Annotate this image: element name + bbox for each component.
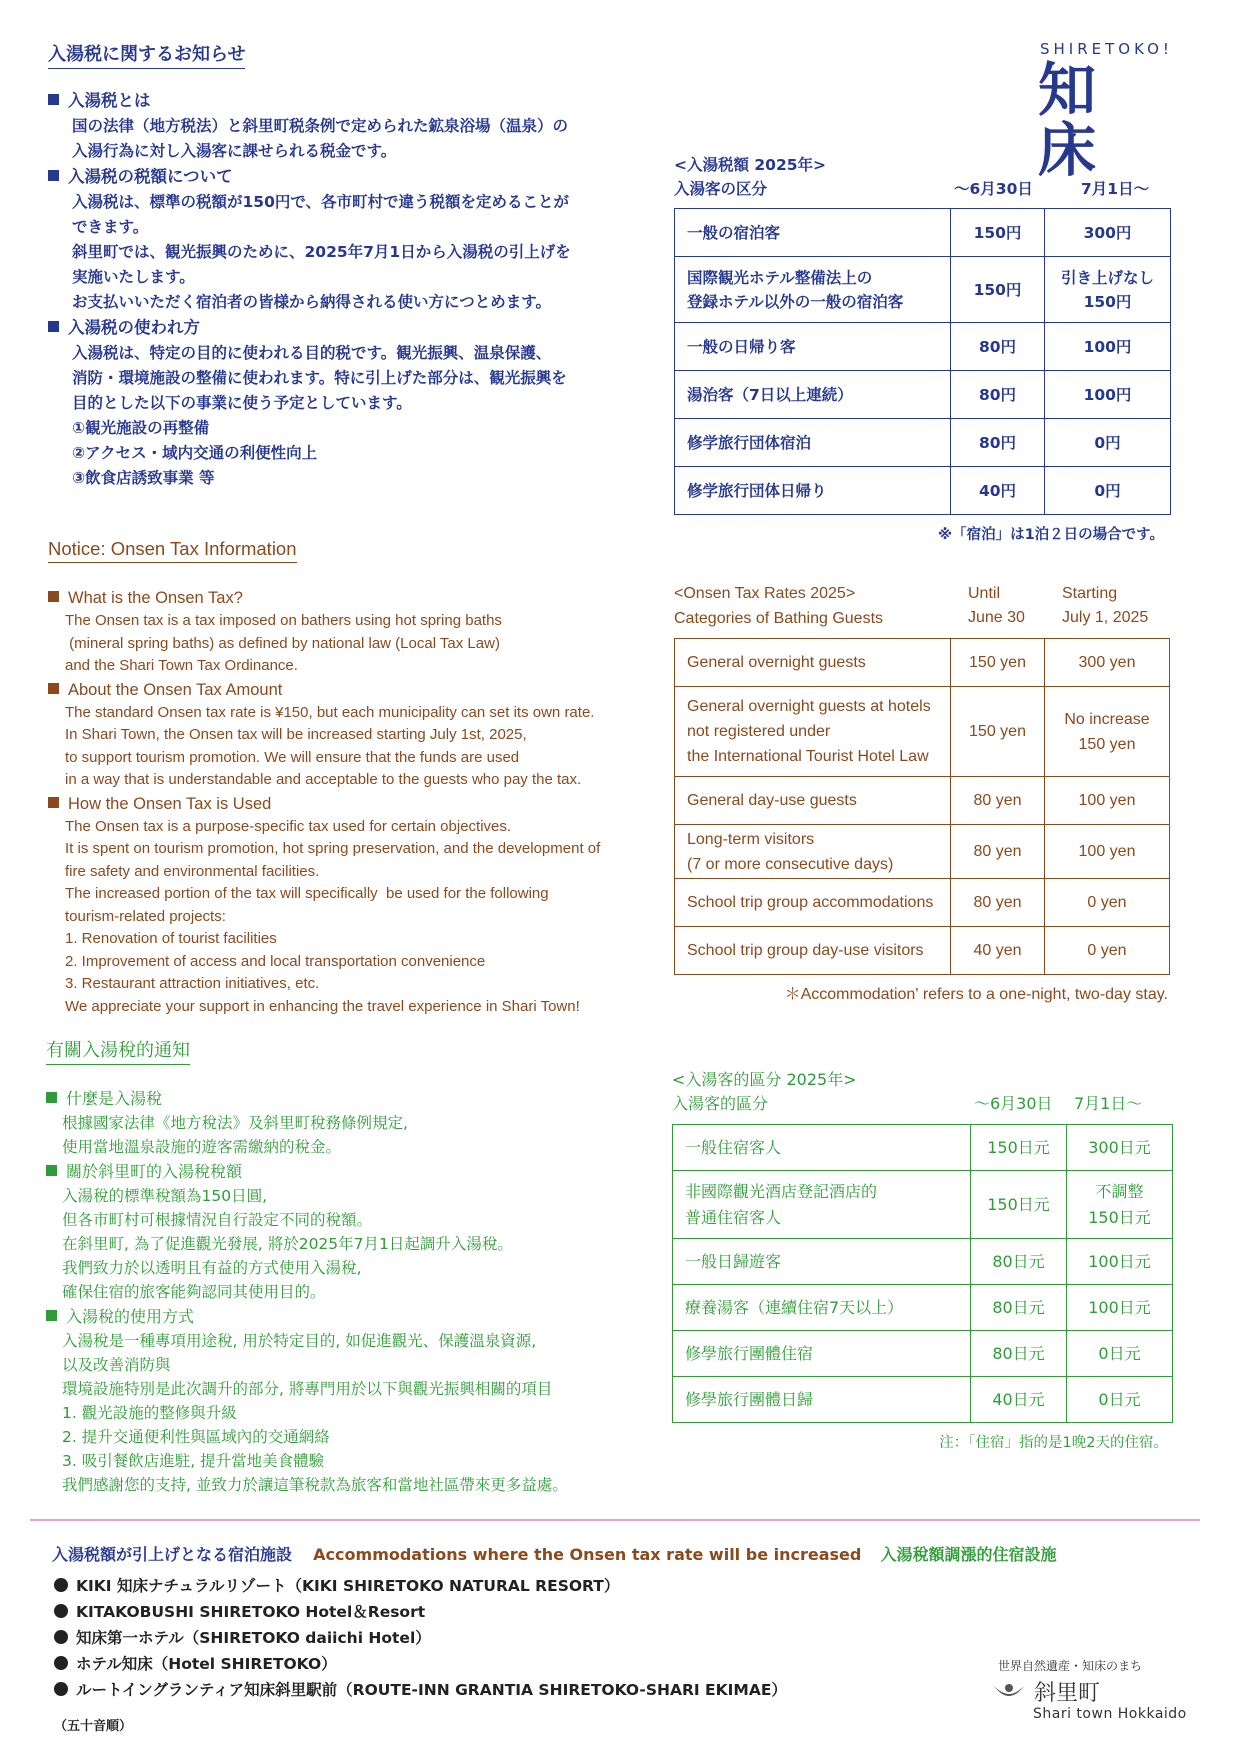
zh-rate-table-body bbox=[673, 1125, 1173, 1423]
table-row bbox=[673, 1377, 1173, 1423]
square-bullet-icon bbox=[46, 1165, 57, 1176]
zh-heading-2: 關於斜里町的入湯稅稅額 bbox=[46, 1159, 676, 1184]
jp-heading-3: 入湯税の使われ方 bbox=[48, 315, 668, 341]
zh-paragraph-3: 入湯稅是一種專項用途稅, 用於特定目的, 如促進觀光、保護溫泉資源, 以及改善消防與 環境設施特別是此次調升的部分, 將專門用於以下與觀光振興相關的項目 1. 觀光設施的整修與升級 2. 提升交通便利性與區域內的交通網絡 3. 吸引餐飲店進駐, 提升當地美食體驗 我們感謝您的支持, 並致力於讓這筆稅款為旅客和當地社區帶來更多益處。 bbox=[62, 1332, 568, 1494]
rate-from-cell: 100 yen bbox=[1045, 777, 1170, 825]
category-cell: 一般の日帰り客 bbox=[675, 323, 951, 371]
rate-from-cell: 不調整 150日元 bbox=[1067, 1171, 1173, 1239]
table-row bbox=[675, 209, 1171, 257]
square-bullet-icon bbox=[46, 1092, 57, 1103]
jp-rate-block bbox=[674, 153, 1174, 544]
rate-from-cell: 100日元 bbox=[1067, 1285, 1173, 1331]
jp-title: 入湯税に関するお知らせ bbox=[48, 44, 245, 69]
list-item: ルートイングランティア知床斜里駅前（ROUTE-INN GRANTIA SHIRETOKO-SHARI EKIMAE） bbox=[54, 1677, 787, 1703]
jp-paragraph-1: 国の法律（地方税法）と斜里町税条例で定められた鉱泉浴場（温泉）の 入湯行為に対し入湯客に課せられる税金です。 bbox=[72, 117, 569, 160]
rate-until-cell: 150 yen bbox=[951, 639, 1045, 687]
zh-rate-table bbox=[672, 1124, 1173, 1423]
en-paragraph-1: The Onsen tax is a tax imposed on bathers using hot spring baths (mineral spring baths) as defined by national law (Local Tax Law) and the Shari Town Tax Ordinance. bbox=[65, 612, 502, 674]
rate-from-cell: 0 yen bbox=[1045, 927, 1170, 975]
category-cell: 修学旅行団体日帰り bbox=[675, 467, 951, 515]
jp-paragraph-2: 入湯税は、標準の税額が150円で、各市町村で違う税額を定めることが できます。 斜里町では、観光振興のために、2025年7月1日から入湯税の引上げを 実施いたします。 お支払いいただく宿泊者の皆様から納得される使い方につとめます。 bbox=[72, 193, 571, 311]
rate-until-cell: 150 yen bbox=[951, 687, 1045, 777]
acc-title-zh: 入湯稅額調漲的住宿設施 bbox=[880, 1545, 1057, 1564]
category-cell: 一般の宿泊客 bbox=[675, 209, 951, 257]
rate-until-cell: 150円 bbox=[951, 209, 1045, 257]
bullet-icon bbox=[54, 1604, 68, 1618]
en-notice bbox=[48, 538, 668, 1018]
footer-town-en: Shari town Hokkaido bbox=[1033, 1706, 1187, 1722]
square-bullet-icon bbox=[48, 683, 59, 694]
table-row bbox=[675, 371, 1171, 419]
rate-from-cell: 100円 bbox=[1045, 323, 1171, 371]
table-row bbox=[675, 825, 1170, 879]
rate-from-cell: 0円 bbox=[1045, 467, 1171, 515]
category-cell: 湯治客（7日以上連続） bbox=[675, 371, 951, 419]
zh-category-header: 入湯客的區分 bbox=[672, 1094, 769, 1113]
accommodation-list bbox=[54, 1573, 787, 1734]
acc-title-en: Accommodations where the Onsen tax rate will be increased bbox=[313, 1545, 862, 1564]
rate-until-cell: 40日元 bbox=[971, 1377, 1067, 1423]
rate-from-cell: 300 yen bbox=[1045, 639, 1170, 687]
zh-table-title: <入湯客的區分 2025年> bbox=[672, 1070, 857, 1089]
bullet-icon bbox=[54, 1578, 68, 1592]
bullet-icon bbox=[54, 1630, 68, 1644]
rate-from-cell: 0日元 bbox=[1067, 1331, 1173, 1377]
zh-notice bbox=[46, 1036, 676, 1497]
order-note: （五十音順） bbox=[54, 1719, 133, 1734]
rate-from-cell: 300円 bbox=[1045, 209, 1171, 257]
table-row bbox=[675, 323, 1171, 371]
table-row bbox=[673, 1125, 1173, 1171]
rate-from-cell: 100 yen bbox=[1045, 825, 1170, 879]
table-row bbox=[675, 879, 1170, 927]
rate-from-cell: 100円 bbox=[1045, 371, 1171, 419]
footer-town-jp: 斜里町 bbox=[1034, 1681, 1101, 1706]
list-item: KIKI 知床ナチュラルリゾート（KIKI SHIRETOKO NATURAL RESORT） bbox=[54, 1573, 787, 1599]
table-row bbox=[673, 1331, 1173, 1377]
category-cell: General overnight guests at hotels not registered under the International Tourist Hotel Law bbox=[675, 687, 951, 777]
zh-title: 有關入湯稅的通知 bbox=[46, 1040, 190, 1065]
category-cell: School trip group accommodations bbox=[675, 879, 951, 927]
table-row bbox=[675, 777, 1170, 825]
category-cell: 非國際觀光酒店登記酒店的 普通住宿客人 bbox=[673, 1171, 971, 1239]
list-item: 知床第一ホテル（SHIRETOKO daiichi Hotel） bbox=[54, 1625, 787, 1651]
rate-until-cell: 150円 bbox=[951, 257, 1045, 323]
rate-until-cell: 40 yen bbox=[951, 927, 1045, 975]
en-col1-header: Until June 30 bbox=[968, 585, 1025, 626]
en-rate-table bbox=[674, 638, 1170, 975]
rate-until-cell: 80日元 bbox=[971, 1331, 1067, 1377]
category-cell: General day-use guests bbox=[675, 777, 951, 825]
table-row bbox=[675, 257, 1171, 323]
jp-col2-header: 7月1日～ bbox=[1081, 180, 1150, 198]
logo-latin: SHIRETOKO! bbox=[1040, 40, 1173, 58]
table-row bbox=[673, 1239, 1173, 1285]
town-emblem-icon bbox=[992, 1680, 1026, 1710]
bullet-icon bbox=[54, 1656, 68, 1670]
en-paragraph-2: The standard Onsen tax rate is ¥150, but each municipality can set its own rate. In Shari Town, the Onsen tax will be increased starting July 1st, 2025, to support tourism promotion. We will ensure that the funds are used in a way that is understandable and acceptable to the guests who pay the tax. bbox=[65, 703, 595, 788]
rate-until-cell: 80円 bbox=[951, 323, 1045, 371]
en-col2-header: Starting July 1, 2025 bbox=[1062, 585, 1149, 626]
jp-table-note: ※「宿泊」は1泊２日の場合です。 bbox=[937, 527, 1164, 543]
square-bullet-icon bbox=[48, 591, 59, 602]
jp-rate-table bbox=[674, 208, 1171, 515]
en-table-title: <Onsen Tax Rates 2025> bbox=[674, 585, 856, 602]
table-row bbox=[675, 927, 1170, 975]
category-cell: General overnight guests bbox=[675, 639, 951, 687]
square-bullet-icon bbox=[48, 170, 59, 181]
zh-table-note: 注：「住宿」指的是1晚2天的住宿。 bbox=[939, 1435, 1168, 1451]
category-cell: 修学旅行団体宿泊 bbox=[675, 419, 951, 467]
acc-title-jp: 入湯税額が引上げとなる宿泊施設 bbox=[52, 1545, 293, 1564]
rate-until-cell: 80円 bbox=[951, 371, 1045, 419]
table-row bbox=[675, 467, 1171, 515]
en-heading-3: How the Onsen Tax is Used bbox=[48, 792, 668, 816]
category-cell: 修學旅行團體日歸 bbox=[673, 1377, 971, 1423]
rate-until-cell: 40円 bbox=[951, 467, 1045, 515]
jp-table-header-row bbox=[674, 177, 1174, 205]
bullet-icon bbox=[54, 1682, 68, 1696]
zh-paragraph-2: 入湯稅的標準稅額為150日圓, 但各市町村可根據情況自行設定不同的稅額。 在斜里町, 為了促進觀光發展, 將於2025年7月1日起調升入湯稅。 我們致力於以透明且有益的方式使用入湯稅, 確保住宿的旅客能夠認同其使用目的。 bbox=[62, 1187, 513, 1301]
footer-tagline: 世界自然遺産・知床のまち bbox=[998, 1659, 1143, 1673]
table-row bbox=[675, 639, 1170, 687]
rate-from-cell: 100日元 bbox=[1067, 1239, 1173, 1285]
rate-from-cell: 0日元 bbox=[1067, 1377, 1173, 1423]
square-bullet-icon bbox=[48, 321, 59, 332]
rate-until-cell: 80 yen bbox=[951, 777, 1045, 825]
zh-table-header-row bbox=[672, 1092, 1177, 1118]
jp-col1-header: ～6月30日 bbox=[954, 180, 1033, 198]
rate-until-cell: 80円 bbox=[951, 419, 1045, 467]
rate-until-cell: 150日元 bbox=[971, 1171, 1067, 1239]
zh-heading-3: 入湯稅的使用方式 bbox=[46, 1304, 676, 1329]
rate-from-cell: 引き上げなし 150円 bbox=[1045, 257, 1171, 323]
table-row bbox=[673, 1171, 1173, 1239]
pink-divider bbox=[30, 1519, 1200, 1521]
en-rate-table-body bbox=[675, 639, 1170, 975]
rate-from-cell: 0 yen bbox=[1045, 879, 1170, 927]
list-item: ホテル知床（Hotel SHIRETOKO） bbox=[54, 1651, 787, 1677]
square-bullet-icon bbox=[48, 94, 59, 105]
en-rate-block bbox=[674, 582, 1174, 1004]
jp-paragraph-3: 入湯税は、特定の目的に使われる目的税です。観光振興、温泉保護、 消防・環境施設の整備に使われます。特に引上げた部分は、観光振興を 目的とした以下の事業に使う予定としています。 ①観光施設の再整備 ②アクセス・域内交通の利便性向上 ③飲食店誘致事業 等 bbox=[72, 344, 567, 487]
jp-category-header: 入湯客の区分 bbox=[674, 180, 768, 198]
en-heading-1: What is the Onsen Tax? bbox=[48, 586, 668, 610]
table-row bbox=[673, 1285, 1173, 1331]
category-cell: 療養湯客（連續住宿7天以上） bbox=[673, 1285, 971, 1331]
table-row bbox=[675, 687, 1170, 777]
rate-from-cell: No increase 150 yen bbox=[1045, 687, 1170, 777]
category-cell: 一般日歸遊客 bbox=[673, 1239, 971, 1285]
category-cell: 一般住宿客人 bbox=[673, 1125, 971, 1171]
jp-rate-table-body bbox=[675, 209, 1171, 515]
square-bullet-icon bbox=[48, 797, 59, 808]
jp-heading-2: 入湯税の税額について bbox=[48, 164, 668, 190]
rate-until-cell: 80 yen bbox=[951, 879, 1045, 927]
square-bullet-icon bbox=[46, 1310, 57, 1321]
en-heading-2: About the Onsen Tax Amount bbox=[48, 678, 668, 702]
zh-heading-1: 什麼是入湯稅 bbox=[46, 1086, 676, 1111]
rate-from-cell: 300日元 bbox=[1067, 1125, 1173, 1171]
category-cell: 修學旅行團體住宿 bbox=[673, 1331, 971, 1377]
en-table-note: ＊Accommodation' refers to a one-night, two-day stay. bbox=[784, 986, 1168, 1003]
en-title: Notice: Onsen Tax Information bbox=[48, 538, 297, 563]
zh-col2-header: 7月1日～ bbox=[1074, 1094, 1143, 1113]
category-cell: 国際観光ホテル整備法上の 登録ホテル以外の一般の宿泊客 bbox=[675, 257, 951, 323]
en-table-header bbox=[674, 582, 1174, 632]
jp-notice bbox=[48, 40, 668, 491]
rate-until-cell: 80日元 bbox=[971, 1285, 1067, 1331]
accommodations-title bbox=[52, 1542, 1057, 1565]
category-cell: School trip group day-use visitors bbox=[675, 927, 951, 975]
zh-rate-block bbox=[672, 1068, 1177, 1452]
list-item: KITAKOBUSHI SHIRETOKO Hotel＆Resort bbox=[54, 1599, 787, 1625]
category-cell: Long-term visitors (7 or more consecutive days) bbox=[675, 825, 951, 879]
rate-until-cell: 150日元 bbox=[971, 1125, 1067, 1171]
en-paragraph-3: The Onsen tax is a purpose-specific tax used for certain objectives. It is spent on tourism promotion, hot spring preservation, and the development of fire safety and environmental facilities. The increased portion of the tax will specifically be used for the following tourism-related projects: 1. Renovation of tourist facilities 2. Improvement of access and local transportation convenience 3. Restaurant attraction initiatives, etc. We appreciate your support in enhancing the travel experience in Shari Town! bbox=[65, 817, 601, 1015]
rate-until-cell: 80 yen bbox=[951, 825, 1045, 879]
logo-kanji: 知 床 bbox=[1038, 56, 1119, 184]
zh-paragraph-1: 根據國家法律《地方稅法》及斜里町稅務條例規定, 使用當地溫泉設施的遊客需繳納的稅金。 bbox=[62, 1114, 408, 1156]
jp-table-title: <入湯税額 2025年> bbox=[674, 156, 827, 174]
table-row bbox=[675, 419, 1171, 467]
jp-heading-1: 入湯税とは bbox=[48, 88, 668, 114]
rate-until-cell: 80日元 bbox=[971, 1239, 1067, 1285]
zh-col1-header: ～6月30日 bbox=[974, 1094, 1053, 1113]
rate-from-cell: 0円 bbox=[1045, 419, 1171, 467]
en-category-header: Categories of Bathing Guests bbox=[674, 610, 884, 627]
